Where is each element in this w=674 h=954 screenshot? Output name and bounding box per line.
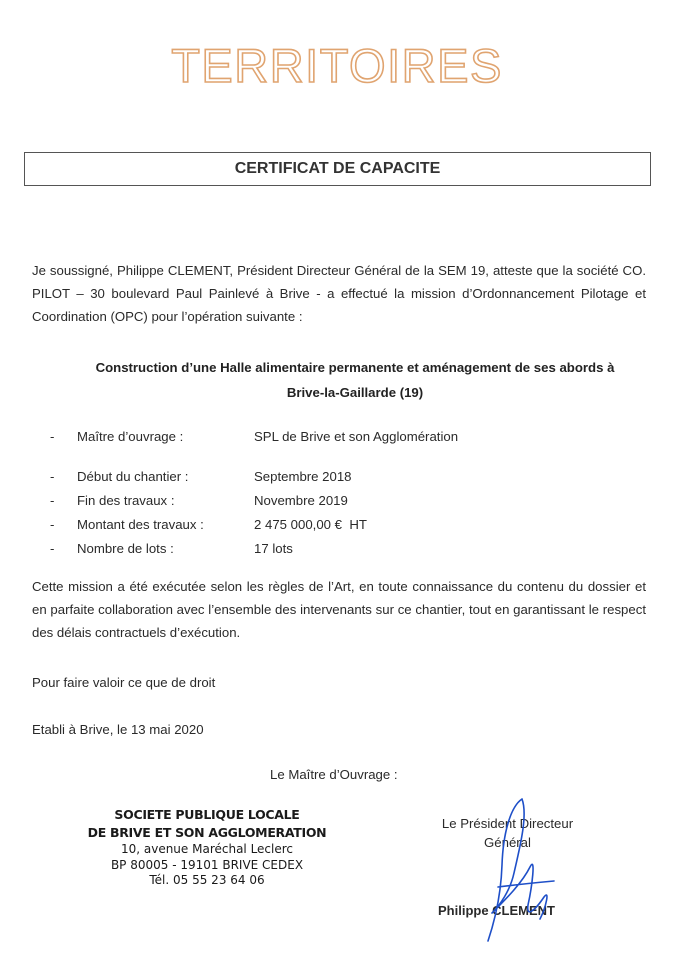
detail-label: Fin des travaux : [77, 493, 175, 508]
president-title-line2: Général [484, 835, 531, 850]
logo-wordmark: TERRITOIRES [171, 39, 503, 92]
list-dash: - [50, 517, 55, 532]
stamp-line: Tél. 05 55 23 64 06 [149, 873, 265, 887]
list-dash: - [50, 469, 55, 484]
project-title-line1: Construction d’une Halle alimentaire permanente et aménagement de ses abords à [95, 360, 615, 375]
handwritten-signature [470, 795, 570, 945]
project-title-line2: Brive-la-Gaillarde (19) [286, 385, 424, 400]
signature-stroke [488, 799, 554, 941]
certificate-title-box [24, 152, 651, 186]
detail-label: Début du chantier : [77, 469, 189, 484]
list-dash: - [50, 493, 55, 508]
president-title-line1: Le Président Directeur [441, 816, 574, 831]
stamp-line: SOCIETE PUBLIQUE LOCALE [114, 807, 300, 822]
maitre-ouvrage-label: Le Maître d’Ouvrage : [270, 767, 398, 782]
list-dash: - [50, 429, 55, 444]
detail-label: Maître d’ouvrage : [77, 429, 184, 444]
project-title [70, 355, 640, 405]
detail-label: Nombre de lots : [77, 541, 174, 556]
detail-item [32, 513, 632, 537]
details-list [32, 425, 632, 561]
place-date: Etabli à Brive, le 13 mai 2020 [32, 722, 204, 737]
stamp-line: 10, avenue Maréchal Leclerc [120, 842, 294, 856]
detail-value: 2 475 000,00 € HT [254, 517, 367, 532]
mission-paragraph: Cette mission a été exécutée selon les règles de l’Art, en toute connaissance du contenu du dossier et en parfaite collaboration avec l’ensemble des intervenants sur ce chantier, tout en garantissant le respect des délais contractuels d’exécution. [32, 579, 646, 640]
stamp-line: DE BRIVE ET SON AGGLOMERATION [87, 825, 327, 840]
detail-item [32, 537, 632, 561]
detail-value: Novembre 2019 [254, 493, 348, 508]
signatory-name: Philippe CLEMENT [438, 903, 555, 918]
certificate-title: CERTIFICAT DE CAPACITE [234, 160, 441, 177]
detail-label: Montant des travaux : [77, 517, 204, 532]
detail-value: 17 lots [254, 541, 293, 556]
detail-item [32, 489, 632, 513]
valoir-text: Pour faire valoir ce que de droit [32, 675, 216, 690]
detail-value: SPL de Brive et son Agglomération [254, 429, 459, 444]
list-dash: - [50, 541, 55, 556]
detail-item [32, 465, 632, 489]
intro-paragraph: Je soussigné, Philippe CLEMENT, Président Directeur Général de la SEM 19, atteste que la société CO. PILOT – 30 boulevard Paul Painlevé à Brive - a effectué la mission d’Ordonnancement Pilotage et Coordination (OPC) pour l’opération suivante : [32, 263, 646, 324]
stamp-line: BP 80005 - 19101 BRIVE CEDEX [110, 857, 304, 872]
detail-value: Septembre 2018 [254, 469, 352, 484]
detail-item [32, 425, 632, 449]
company-stamp [70, 806, 344, 889]
territoires-logo [0, 38, 674, 90]
